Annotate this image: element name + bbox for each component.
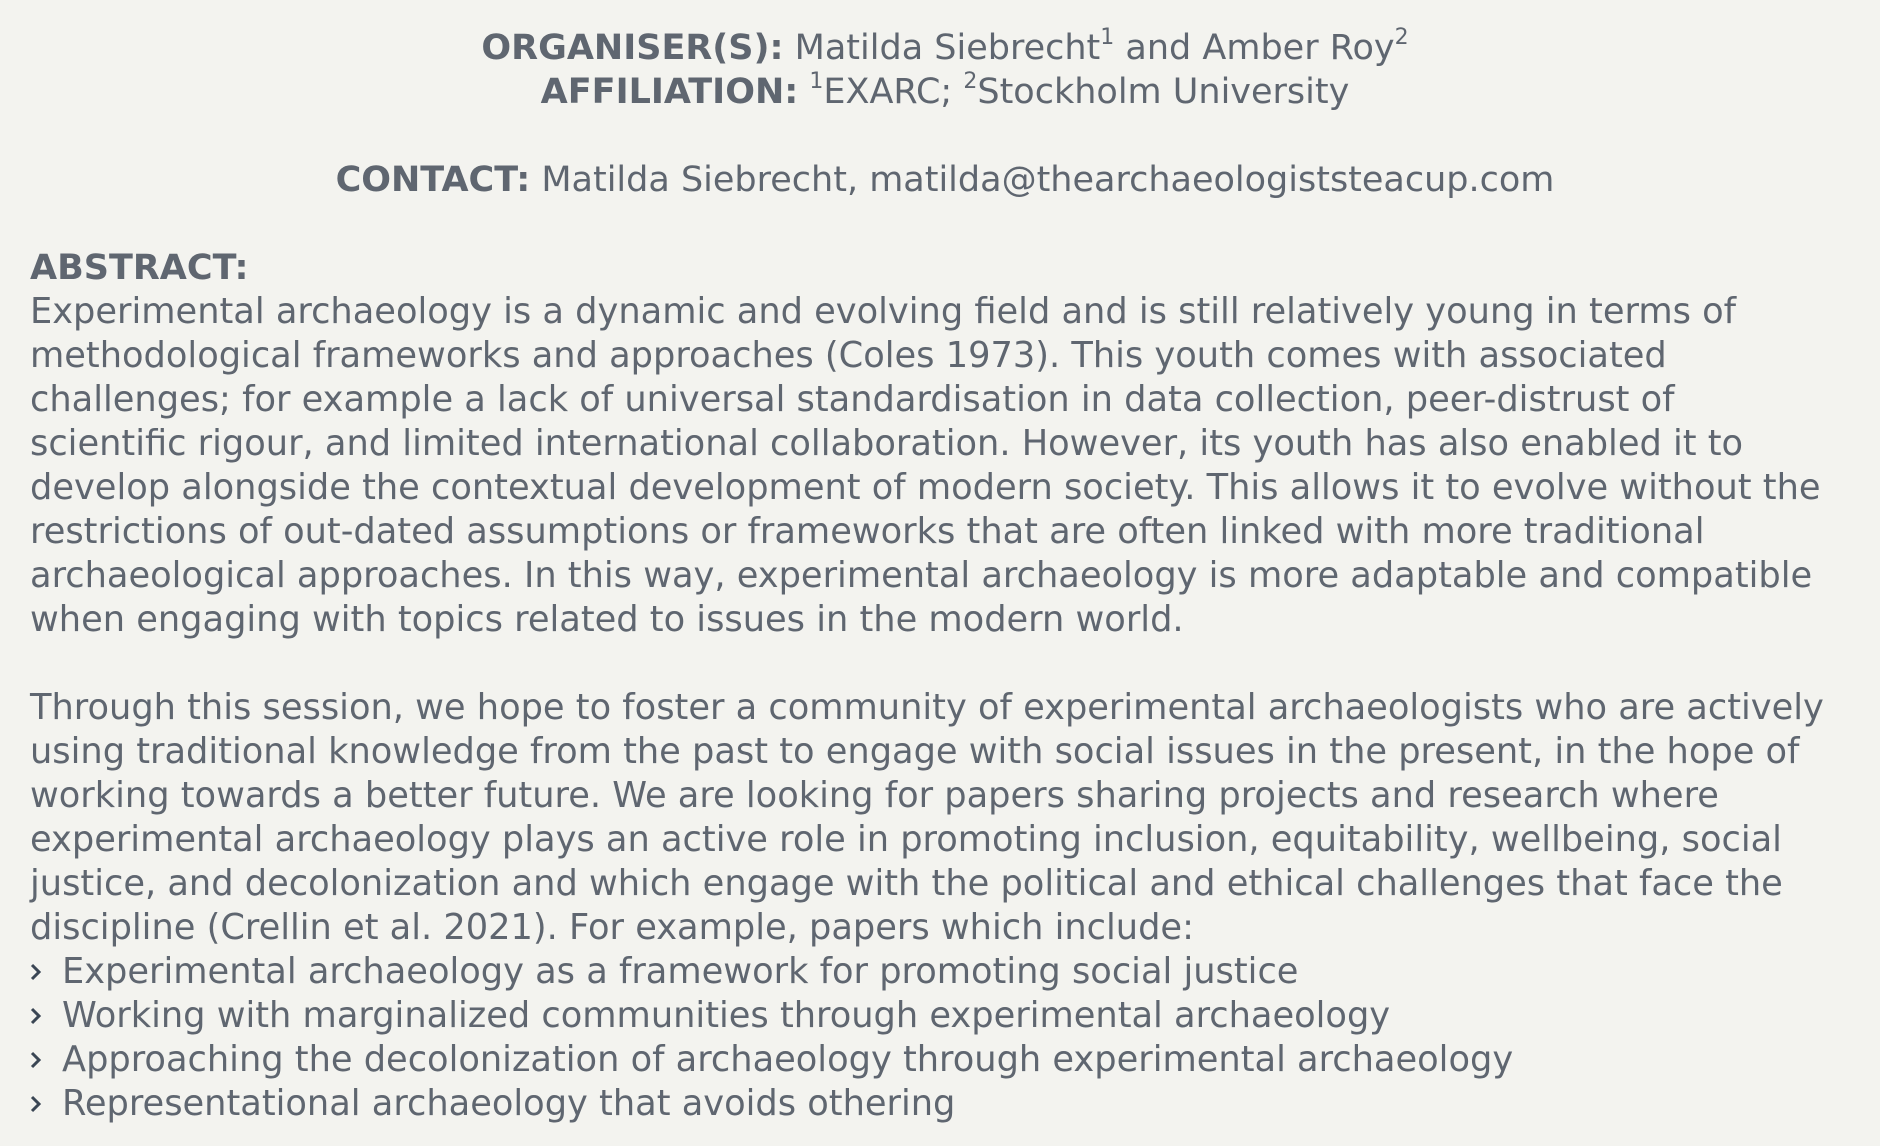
abstract-heading: ABSTRACT: bbox=[30, 248, 249, 288]
contact-label: CONTACT: bbox=[335, 160, 531, 200]
organiser-name-1: Matilda Siebrecht bbox=[794, 28, 1101, 68]
paragraph-line: Through this session, we hope to foster a community of experimental archaeologists who are actively bbox=[30, 687, 1824, 728]
organisers-line bbox=[30, 26, 1860, 70]
affiliation-label: AFFILIATION: bbox=[540, 72, 799, 112]
chevron-right-icon bbox=[30, 994, 62, 1038]
paragraph-line: archaeological approaches. In this way, experimental archaeology is more adaptable and compatible bbox=[30, 555, 1813, 596]
organiser-name-2: Amber Roy bbox=[1202, 28, 1395, 68]
paragraph-line: when engaging with topics related to issues in the modern world. bbox=[30, 599, 1184, 640]
abstract-paragraph-1 bbox=[30, 290, 1860, 642]
spacer bbox=[30, 114, 1860, 158]
paragraph-line: justice, and decolonization and which engage with the political and ethical challenges that face the bbox=[30, 863, 1783, 904]
affiliation-sup-1: 1 bbox=[809, 69, 824, 94]
contact-line bbox=[30, 158, 1860, 202]
list-item bbox=[30, 1082, 1860, 1126]
paragraph-line: experimental archaeology plays an active role in promoting inclusion, equitability, wellbeing, social bbox=[30, 819, 1782, 860]
organisers-label: ORGANISER(S): bbox=[481, 28, 784, 68]
chevron-right-icon bbox=[30, 950, 62, 994]
list-item-text: Approaching the decolonization of archaeology through experimental archaeology bbox=[62, 1039, 1514, 1080]
paragraph-line: challenges; for example a lack of universal standardisation in data collection, peer-distrust of bbox=[30, 379, 1675, 420]
organiser-connector: and bbox=[1125, 28, 1192, 68]
list-item bbox=[30, 1038, 1860, 1082]
example-papers-list bbox=[30, 950, 1860, 1126]
organiser-sup-2: 2 bbox=[1394, 25, 1409, 50]
paragraph-line: Experimental archaeology is a dynamic and evolving field and is still relatively young in terms of bbox=[30, 291, 1737, 332]
paragraph-line: scientific rigour, and limited international collaboration. However, its youth has also enabled it to bbox=[30, 423, 1744, 464]
paragraph-line: discipline (Crellin et al. 2021). For example, papers which include: bbox=[30, 907, 1194, 948]
spacer bbox=[30, 202, 1860, 246]
list-item bbox=[30, 950, 1860, 994]
spacer bbox=[30, 642, 1860, 686]
affiliation-org-2: Stockholm University bbox=[977, 72, 1350, 112]
chevron-right-icon bbox=[30, 1082, 62, 1126]
paragraph-line: develop alongside the contextual development of modern society. This allows it to evolve without the bbox=[30, 467, 1821, 508]
affiliation-sup-2: 2 bbox=[963, 69, 978, 94]
list-item-text: Working with marginalized communities through experimental archaeology bbox=[62, 995, 1391, 1036]
contact-value: Matilda Siebrecht, matilda@thearchaeologiststeacup.com bbox=[541, 160, 1555, 200]
list-item-text: Experimental archaeology as a framework for promoting social justice bbox=[62, 951, 1299, 992]
session-document bbox=[30, 26, 1860, 1126]
chevron-right-icon bbox=[30, 1038, 62, 1082]
affiliation-line bbox=[30, 70, 1860, 114]
paragraph-line: using traditional knowledge from the past to engage with social issues in the present, in the hope of bbox=[30, 731, 1800, 772]
list-item-text: Representational archaeology that avoids othering bbox=[62, 1083, 956, 1124]
list-item bbox=[30, 994, 1860, 1038]
organiser-sup-1: 1 bbox=[1100, 25, 1115, 50]
affiliation-org-1: EXARC; bbox=[823, 72, 953, 112]
abstract-paragraph-2 bbox=[30, 686, 1860, 950]
paragraph-line: working towards a better future. We are looking for papers sharing projects and research where bbox=[30, 775, 1719, 816]
paragraph-line: restrictions of out-dated assumptions or frameworks that are often linked with more traditional bbox=[30, 511, 1705, 552]
paragraph-line: methodological frameworks and approaches (Coles 1973). This youth comes with associated bbox=[30, 335, 1667, 376]
